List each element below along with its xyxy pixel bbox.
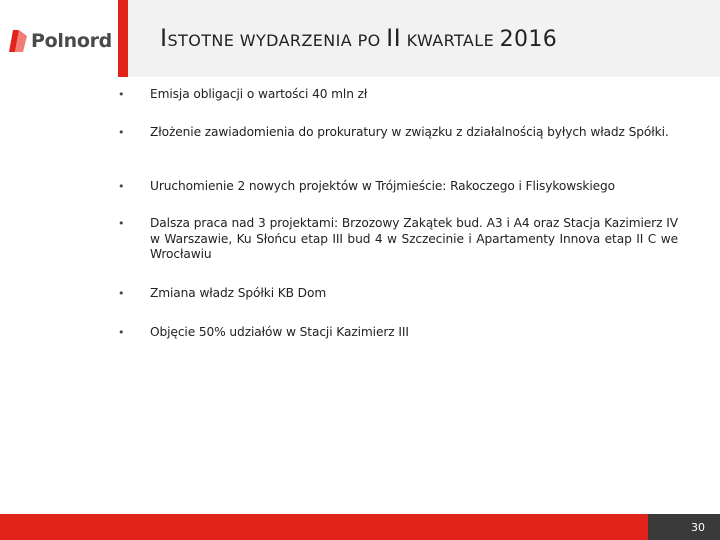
bullet-dot-icon: • <box>118 126 125 139</box>
polnord-logo <box>9 29 112 53</box>
bullet-text: Emisja obligacji o wartości 40 mln zł <box>150 87 368 101</box>
polnord-logo-icon <box>9 30 27 52</box>
footer-bar <box>0 514 720 540</box>
bullet-text: Zmiana władz Spółki KB Dom <box>150 286 327 300</box>
bullet-text: Złożenie zawiadomienia do prokuratury w związku z działalnością byłych władz Spółki. <box>150 125 669 139</box>
slide-header <box>0 0 720 77</box>
bullet-dot-icon: • <box>118 88 125 101</box>
page-number: 30 <box>648 514 720 540</box>
bullet-text: Uruchomienie 2 nowych projektów w Trójmieście: Rakoczego i Flisykowskiego <box>150 179 616 193</box>
page-title: ISTOTNE WYDARZENIA PO II KWARTALE 2016 <box>160 24 558 52</box>
bullet-dot-icon: • <box>118 326 125 339</box>
bullet-dot-icon: • <box>118 287 125 300</box>
bullet-text: Dalsza praca nad 3 projektami: Brzozowy Zakątek bud. A3 i A4 oraz Stacja Kazimierz IV w Warszawie, Ku Słońcu etap III bud 4 w Szczecinie i Apartamenty Innova etap II C we Wrocławiu <box>150 216 678 261</box>
brand-name: Polnord <box>31 30 112 52</box>
bullet-dot-icon: • <box>118 180 125 193</box>
bullet-text: Objęcie 50% udziałów w Stacji Kazimierz III <box>150 325 409 339</box>
logo-area <box>0 0 118 77</box>
header-divider <box>118 0 128 77</box>
bullet-dot-icon: • <box>118 217 125 230</box>
